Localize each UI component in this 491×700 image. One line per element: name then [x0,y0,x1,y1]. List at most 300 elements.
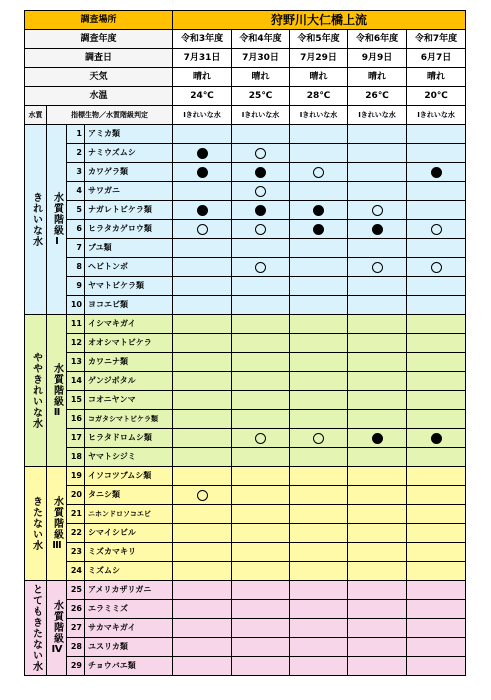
organism-row [25,429,466,448]
weather-label: 天気 [25,68,173,87]
observation-cell [407,391,466,410]
organism-name: ミズムシ [85,562,173,581]
observation-cell [232,163,290,182]
open-circle-icon [255,148,266,159]
observation-cell [348,315,407,334]
observation-cell [407,334,466,353]
observation-cell [290,353,348,372]
observation-cell [232,657,290,676]
observation-cell [173,334,232,353]
weather-cell: 晴れ [232,68,290,87]
observation-cell [232,144,290,163]
organism-name: ナミウズムシ [85,144,173,163]
observation-cell [348,448,407,467]
observation-cell [173,448,232,467]
observation-cell [290,505,348,524]
filled-circle-icon [431,433,442,444]
year-cell: 令和7年度 [407,30,466,49]
observation-cell [232,543,290,562]
open-circle-icon [431,224,442,235]
observation-cell [173,391,232,410]
observation-cell [290,201,348,220]
observation-cell [232,220,290,239]
observation-cell [407,144,466,163]
observation-cell [173,410,232,429]
temp-cell: 24℃ [173,87,232,106]
observation-cell [173,220,232,239]
observation-cell [407,638,466,657]
open-circle-icon [255,262,266,273]
observation-cell [290,543,348,562]
organism-row [25,372,466,391]
observation-cell [348,201,407,220]
filled-circle-icon [255,167,266,178]
quality-group-label: きれいな水 [25,125,47,315]
observation-cell [232,277,290,296]
row-number: 18 [67,448,85,467]
observation-cell [173,258,232,277]
row-number: 3 [67,163,85,182]
row-number: 19 [67,467,85,486]
observation-cell [232,201,290,220]
site-label: 調査場所 [25,11,173,30]
observation-cell [173,619,232,638]
open-circle-icon [255,433,266,444]
row-number: 21 [67,505,85,524]
organism-row [25,353,466,372]
row-number: 2 [67,144,85,163]
observation-cell [232,429,290,448]
row-number: 5 [67,201,85,220]
observation-cell [173,125,232,144]
observation-cell [232,296,290,315]
row-number: 10 [67,296,85,315]
judgment-cell: Ⅰきれいな水 [173,106,232,125]
observation-cell [348,220,407,239]
observation-cell [407,315,466,334]
observation-cell [407,467,466,486]
organism-row [25,315,466,334]
organism-row [25,467,466,486]
observation-cell [290,410,348,429]
organism-row [25,334,466,353]
judgment-cell: Ⅰきれいな水 [232,106,290,125]
row-number: 29 [67,657,85,676]
observation-cell [232,486,290,505]
observation-cell [407,448,466,467]
observation-cell [173,543,232,562]
organism-row [25,524,466,543]
organism-name: サカマキガイ [85,619,173,638]
organism-name: ユスリカ類 [85,638,173,657]
organism-row [25,144,466,163]
temp-cell: 25℃ [232,87,290,106]
organism-row [25,619,466,638]
observation-cell [407,619,466,638]
observation-cell [290,600,348,619]
observation-cell [348,239,407,258]
observation-cell [290,372,348,391]
organism-row [25,638,466,657]
observation-cell [348,144,407,163]
organism-name: ヨコエビ類 [85,296,173,315]
observation-cell [290,258,348,277]
observation-cell [232,638,290,657]
weather-cell: 晴れ [407,68,466,87]
class-group-label: 水質階級Ⅲ [47,467,67,581]
observation-cell [290,619,348,638]
organism-row [25,391,466,410]
observation-cell [407,201,466,220]
organism-row [25,220,466,239]
filled-circle-icon [431,167,442,178]
judgment-cell: Ⅰきれいな水 [407,106,466,125]
observation-cell [407,429,466,448]
open-circle-icon [255,186,266,197]
open-circle-icon [372,205,383,216]
open-circle-icon [313,167,324,178]
organism-row [25,239,466,258]
observation-cell [290,581,348,600]
filled-circle-icon [313,205,324,216]
observation-cell [290,239,348,258]
observation-cell [232,334,290,353]
open-circle-icon [431,262,442,273]
organism-row [25,258,466,277]
filled-circle-icon [197,205,208,216]
row-number: 14 [67,372,85,391]
observation-cell [348,391,407,410]
observation-cell [173,353,232,372]
site-name: 狩野川大仁橋上流 [173,11,466,30]
year-cell: 令和6年度 [348,30,407,49]
observation-cell [407,220,466,239]
organism-name: カワニナ類 [85,353,173,372]
date-cell: 7月31日 [173,49,232,68]
temp-cell: 26℃ [348,87,407,106]
observation-cell [407,258,466,277]
open-circle-icon [313,433,324,444]
row-number: 1 [67,125,85,144]
observation-cell [290,524,348,543]
date-label: 調査日 [25,49,173,68]
survey-table [24,10,466,676]
observation-cell [348,619,407,638]
observation-cell [173,277,232,296]
observation-cell [348,163,407,182]
year-label: 調査年度 [25,30,173,49]
observation-cell [232,619,290,638]
observation-cell [173,144,232,163]
site-row [25,11,466,30]
observation-cell [290,144,348,163]
observation-cell [290,391,348,410]
observation-cell [173,638,232,657]
organism-row [25,201,466,220]
observation-cell [407,277,466,296]
organism-name: コオニヤンマ [85,391,173,410]
judgment-cell: Ⅰきれいな水 [348,106,407,125]
observation-cell [232,315,290,334]
organism-name: ミズカマキリ [85,543,173,562]
filled-circle-icon [372,433,383,444]
organism-row [25,581,466,600]
observation-cell [232,372,290,391]
quality-group-label: とてもきたない水 [25,581,47,676]
observation-cell [407,657,466,676]
observation-cell [348,410,407,429]
observation-cell [290,467,348,486]
observation-cell [173,524,232,543]
organism-row [25,657,466,676]
row-number: 23 [67,543,85,562]
date-cell: 6月7日 [407,49,466,68]
observation-cell [232,524,290,543]
judgment-cell: Ⅰきれいな水 [290,106,348,125]
row-number: 15 [67,391,85,410]
observation-cell [407,524,466,543]
organism-name: ニホンドロソコエビ [85,505,173,524]
observation-cell [348,657,407,676]
observation-cell [348,125,407,144]
observation-cell [407,372,466,391]
observation-cell [290,296,348,315]
organism-name: タニシ類 [85,486,173,505]
date-cell: 9月9日 [348,49,407,68]
organism-name: コガタシマトビケラ類 [85,410,173,429]
date-row [25,49,466,68]
observation-cell [407,600,466,619]
observation-cell [173,429,232,448]
observation-cell [232,353,290,372]
open-circle-icon [197,224,208,235]
year-cell: 令和3年度 [173,30,232,49]
row-number: 25 [67,581,85,600]
filled-circle-icon [197,167,208,178]
organism-row [25,562,466,581]
row-number: 26 [67,600,85,619]
indicator-label: 指標生物／水質階級判定 [47,106,173,125]
observation-cell [232,182,290,201]
observation-cell [407,182,466,201]
year-row [25,30,466,49]
observation-cell [290,638,348,657]
observation-cell [173,372,232,391]
organism-row [25,448,466,467]
observation-cell [290,562,348,581]
observation-cell [173,657,232,676]
observation-cell [407,163,466,182]
organism-name: チョウバエ類 [85,657,173,676]
row-number: 8 [67,258,85,277]
temp-label: 水温 [25,87,173,106]
open-circle-icon [197,490,208,501]
observation-cell [232,125,290,144]
quality-label: 水質 [25,106,47,125]
observation-cell [348,296,407,315]
observation-cell [173,296,232,315]
observation-cell [290,220,348,239]
row-number: 16 [67,410,85,429]
observation-cell [173,315,232,334]
row-number: 13 [67,353,85,372]
observation-cell [407,505,466,524]
observation-cell [173,486,232,505]
observation-cell [407,296,466,315]
judgment-row [25,106,466,125]
organism-name: イソコツブムシ類 [85,467,173,486]
temp-cell: 28℃ [290,87,348,106]
organism-name: アミカ類 [85,125,173,144]
observation-cell [290,163,348,182]
organism-row [25,296,466,315]
observation-cell [290,334,348,353]
observation-cell [290,182,348,201]
organism-name: ナガレトビケラ類 [85,201,173,220]
observation-cell [173,600,232,619]
observation-cell [173,182,232,201]
observation-cell [348,372,407,391]
organism-name: イシマキガイ [85,315,173,334]
observation-cell [232,467,290,486]
year-cell: 令和5年度 [290,30,348,49]
observation-cell [232,258,290,277]
organism-row [25,600,466,619]
row-number: 24 [67,562,85,581]
observation-cell [348,638,407,657]
observation-cell [232,391,290,410]
quality-group-label: きたない水 [25,467,47,581]
observation-cell [348,486,407,505]
organism-name: サワガニ [85,182,173,201]
observation-cell [348,429,407,448]
observation-cell [173,163,232,182]
organism-name: ヒラタドロムシ類 [85,429,173,448]
observation-cell [407,239,466,258]
row-number: 7 [67,239,85,258]
organism-name: カワゲラ類 [85,163,173,182]
organism-row [25,182,466,201]
organism-name: ヘビトンボ [85,258,173,277]
organism-row [25,543,466,562]
organism-name: ブユ類 [85,239,173,258]
row-number: 22 [67,524,85,543]
organism-name: アメリカザリガニ [85,581,173,600]
organism-row [25,125,466,144]
observation-cell [290,429,348,448]
observation-cell [290,448,348,467]
observation-cell [407,562,466,581]
filled-circle-icon [372,224,383,235]
class-group-label: 水質階級Ⅱ [47,315,67,467]
observation-cell [407,353,466,372]
observation-cell [173,239,232,258]
row-number: 28 [67,638,85,657]
year-cell: 令和4年度 [232,30,290,49]
organism-row [25,410,466,429]
observation-cell [407,410,466,429]
observation-cell [407,486,466,505]
row-number: 20 [67,486,85,505]
row-number: 27 [67,619,85,638]
observation-cell [173,581,232,600]
observation-cell [348,524,407,543]
organism-row [25,163,466,182]
organism-name: エラミミズ [85,600,173,619]
observation-cell [348,182,407,201]
observation-cell [348,258,407,277]
observation-cell [348,505,407,524]
observation-cell [232,410,290,429]
observation-cell [290,315,348,334]
observation-cell [348,277,407,296]
observation-cell [173,562,232,581]
date-cell: 7月29日 [290,49,348,68]
observation-cell [232,239,290,258]
row-number: 9 [67,277,85,296]
observation-cell [290,657,348,676]
organism-name: ヒラタカゲロウ類 [85,220,173,239]
observation-cell [173,467,232,486]
observation-cell [348,600,407,619]
temp-row [25,87,466,106]
class-group-label: 水質階級Ⅰ [47,125,67,315]
observation-cell [173,201,232,220]
observation-cell [407,125,466,144]
observation-cell [232,505,290,524]
row-number: 11 [67,315,85,334]
observation-cell [290,125,348,144]
observation-cell [348,543,407,562]
organism-name: ヤマトシジミ [85,448,173,467]
filled-circle-icon [197,148,208,159]
weather-cell: 晴れ [173,68,232,87]
organism-row [25,505,466,524]
row-number: 17 [67,429,85,448]
observation-cell [232,562,290,581]
observation-cell [173,505,232,524]
weather-cell: 晴れ [290,68,348,87]
organism-name: ゲンジボタル [85,372,173,391]
temp-cell: 20℃ [407,87,466,106]
observation-cell [232,600,290,619]
quality-group-label: ややきれいな水 [25,315,47,467]
observation-cell [348,581,407,600]
organism-row [25,486,466,505]
open-circle-icon [372,262,383,273]
observation-cell [290,277,348,296]
observation-cell [232,448,290,467]
observation-cell [407,581,466,600]
observation-cell [348,562,407,581]
observation-cell [290,486,348,505]
row-number: 12 [67,334,85,353]
observation-cell [348,334,407,353]
row-number: 4 [67,182,85,201]
organism-name: シマイシビル [85,524,173,543]
filled-circle-icon [255,205,266,216]
row-number: 6 [67,220,85,239]
organism-row [25,277,466,296]
class-group-label: 水質階級Ⅳ [47,581,67,676]
observation-cell [232,581,290,600]
organism-name: オオシマトビケラ [85,334,173,353]
open-circle-icon [255,224,266,235]
date-cell: 7月30日 [232,49,290,68]
organism-name: ヤマトビケラ類 [85,277,173,296]
weather-row [25,68,466,87]
filled-circle-icon [313,224,324,235]
